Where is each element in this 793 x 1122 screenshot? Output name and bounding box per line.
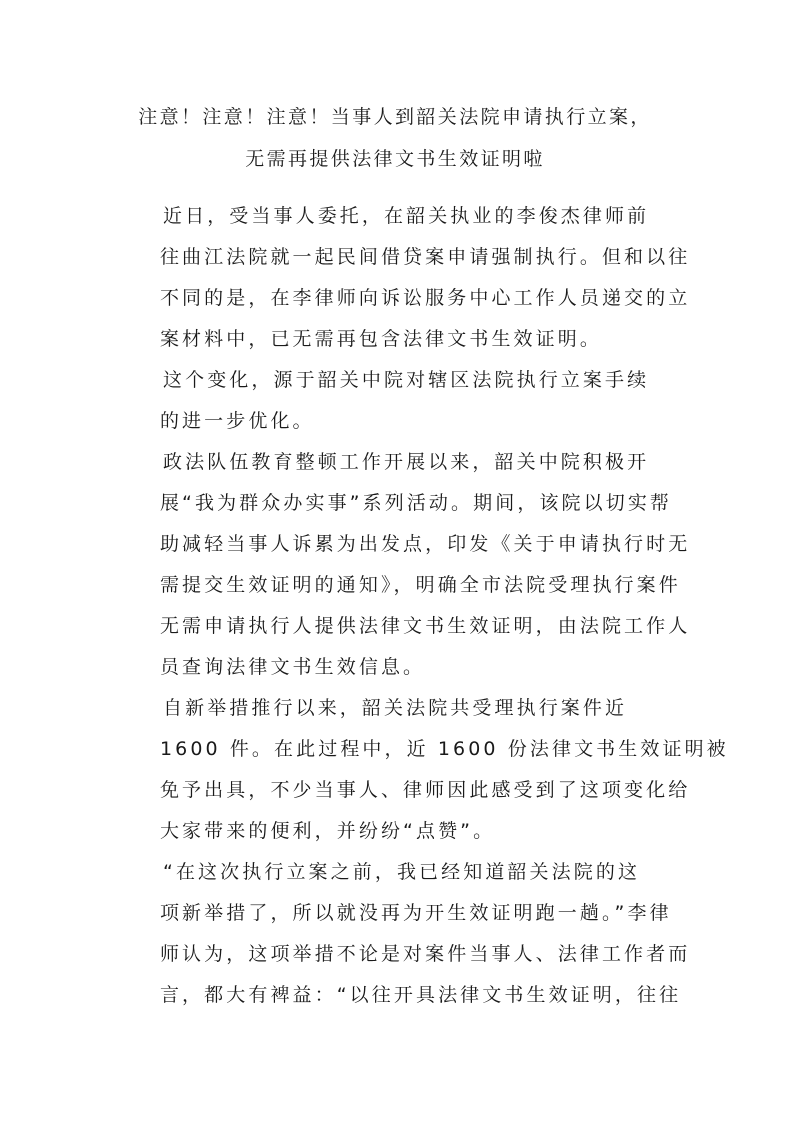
paragraph-line: 员查询法律文书生效信息。: [159, 656, 426, 678]
paragraph-line: 免予出具，不少当事人、律师因此感受到了这项变化给: [159, 779, 691, 801]
paragraph-line: 政法队伍教育整顿工作开展以来，韶关中院积极开: [163, 451, 650, 473]
paragraph-line: 展“我为群众办实事”系列活动。期间，该院以切实帮: [159, 492, 673, 514]
paragraph-line: 大家带来的便利，并纷纷“点赞”。: [159, 820, 496, 842]
paragraph-line: 案材料中，已无需再包含法律文书生效证明。: [159, 328, 602, 350]
paragraph-line: 自新举措推行以来，韶关法院共受理执行案件近: [163, 697, 628, 719]
paragraph-line: 1600 件。在此过程中，近 1600 份法律文书生效证明被: [159, 738, 729, 760]
paragraph-line: 无需申请执行人提供法律文书生效证明，由法院工作人: [159, 615, 691, 637]
paragraph-line: 不同的是，在李律师向诉讼服务中心工作人员递交的立: [159, 287, 691, 309]
paragraph-line: 助减轻当事人诉累为出发点，印发《关于申请执行时无: [159, 533, 691, 555]
paragraph-line: 近日，受当事人委托，在韶关执业的李俊杰律师前: [163, 205, 650, 227]
paragraph-line: 需提交生效证明的通知》，明确全市法院受理执行案件: [159, 574, 681, 596]
paragraph-line: 往曲江法院就一起民间借贷案申请强制执行。但和以往: [159, 246, 691, 268]
paragraph: [121, 442, 691, 688]
paragraph: [121, 196, 691, 360]
paragraph-line: 言，都大有裨益：“以往开具法律文书生效证明，往往: [159, 984, 682, 1006]
paragraph: [121, 360, 671, 442]
paragraph: [121, 688, 729, 852]
paragraph: [121, 852, 691, 1016]
document-title-line-2: 无需再提供法律文书生效证明啦: [245, 148, 545, 170]
paragraph-line: 项新举措了，所以就没再为开生效证明跑一趟。”李律: [159, 902, 672, 924]
paragraph-line: 这个变化，源于韶关中院对辖区法院执行立案手续: [163, 369, 650, 391]
paragraph-line: 师认为，这项举措不论是对案件当事人、法律工作者而: [159, 943, 691, 965]
paragraph-line: 的进一步优化。: [159, 410, 315, 432]
document-body: [121, 196, 729, 1016]
paragraph-line: “在这次执行立案之前，我已经知道韶关法院的这: [163, 861, 641, 883]
document-title-line-1: 注意！注意！注意！当事人到韶关法院申请执行立案，: [138, 106, 652, 128]
